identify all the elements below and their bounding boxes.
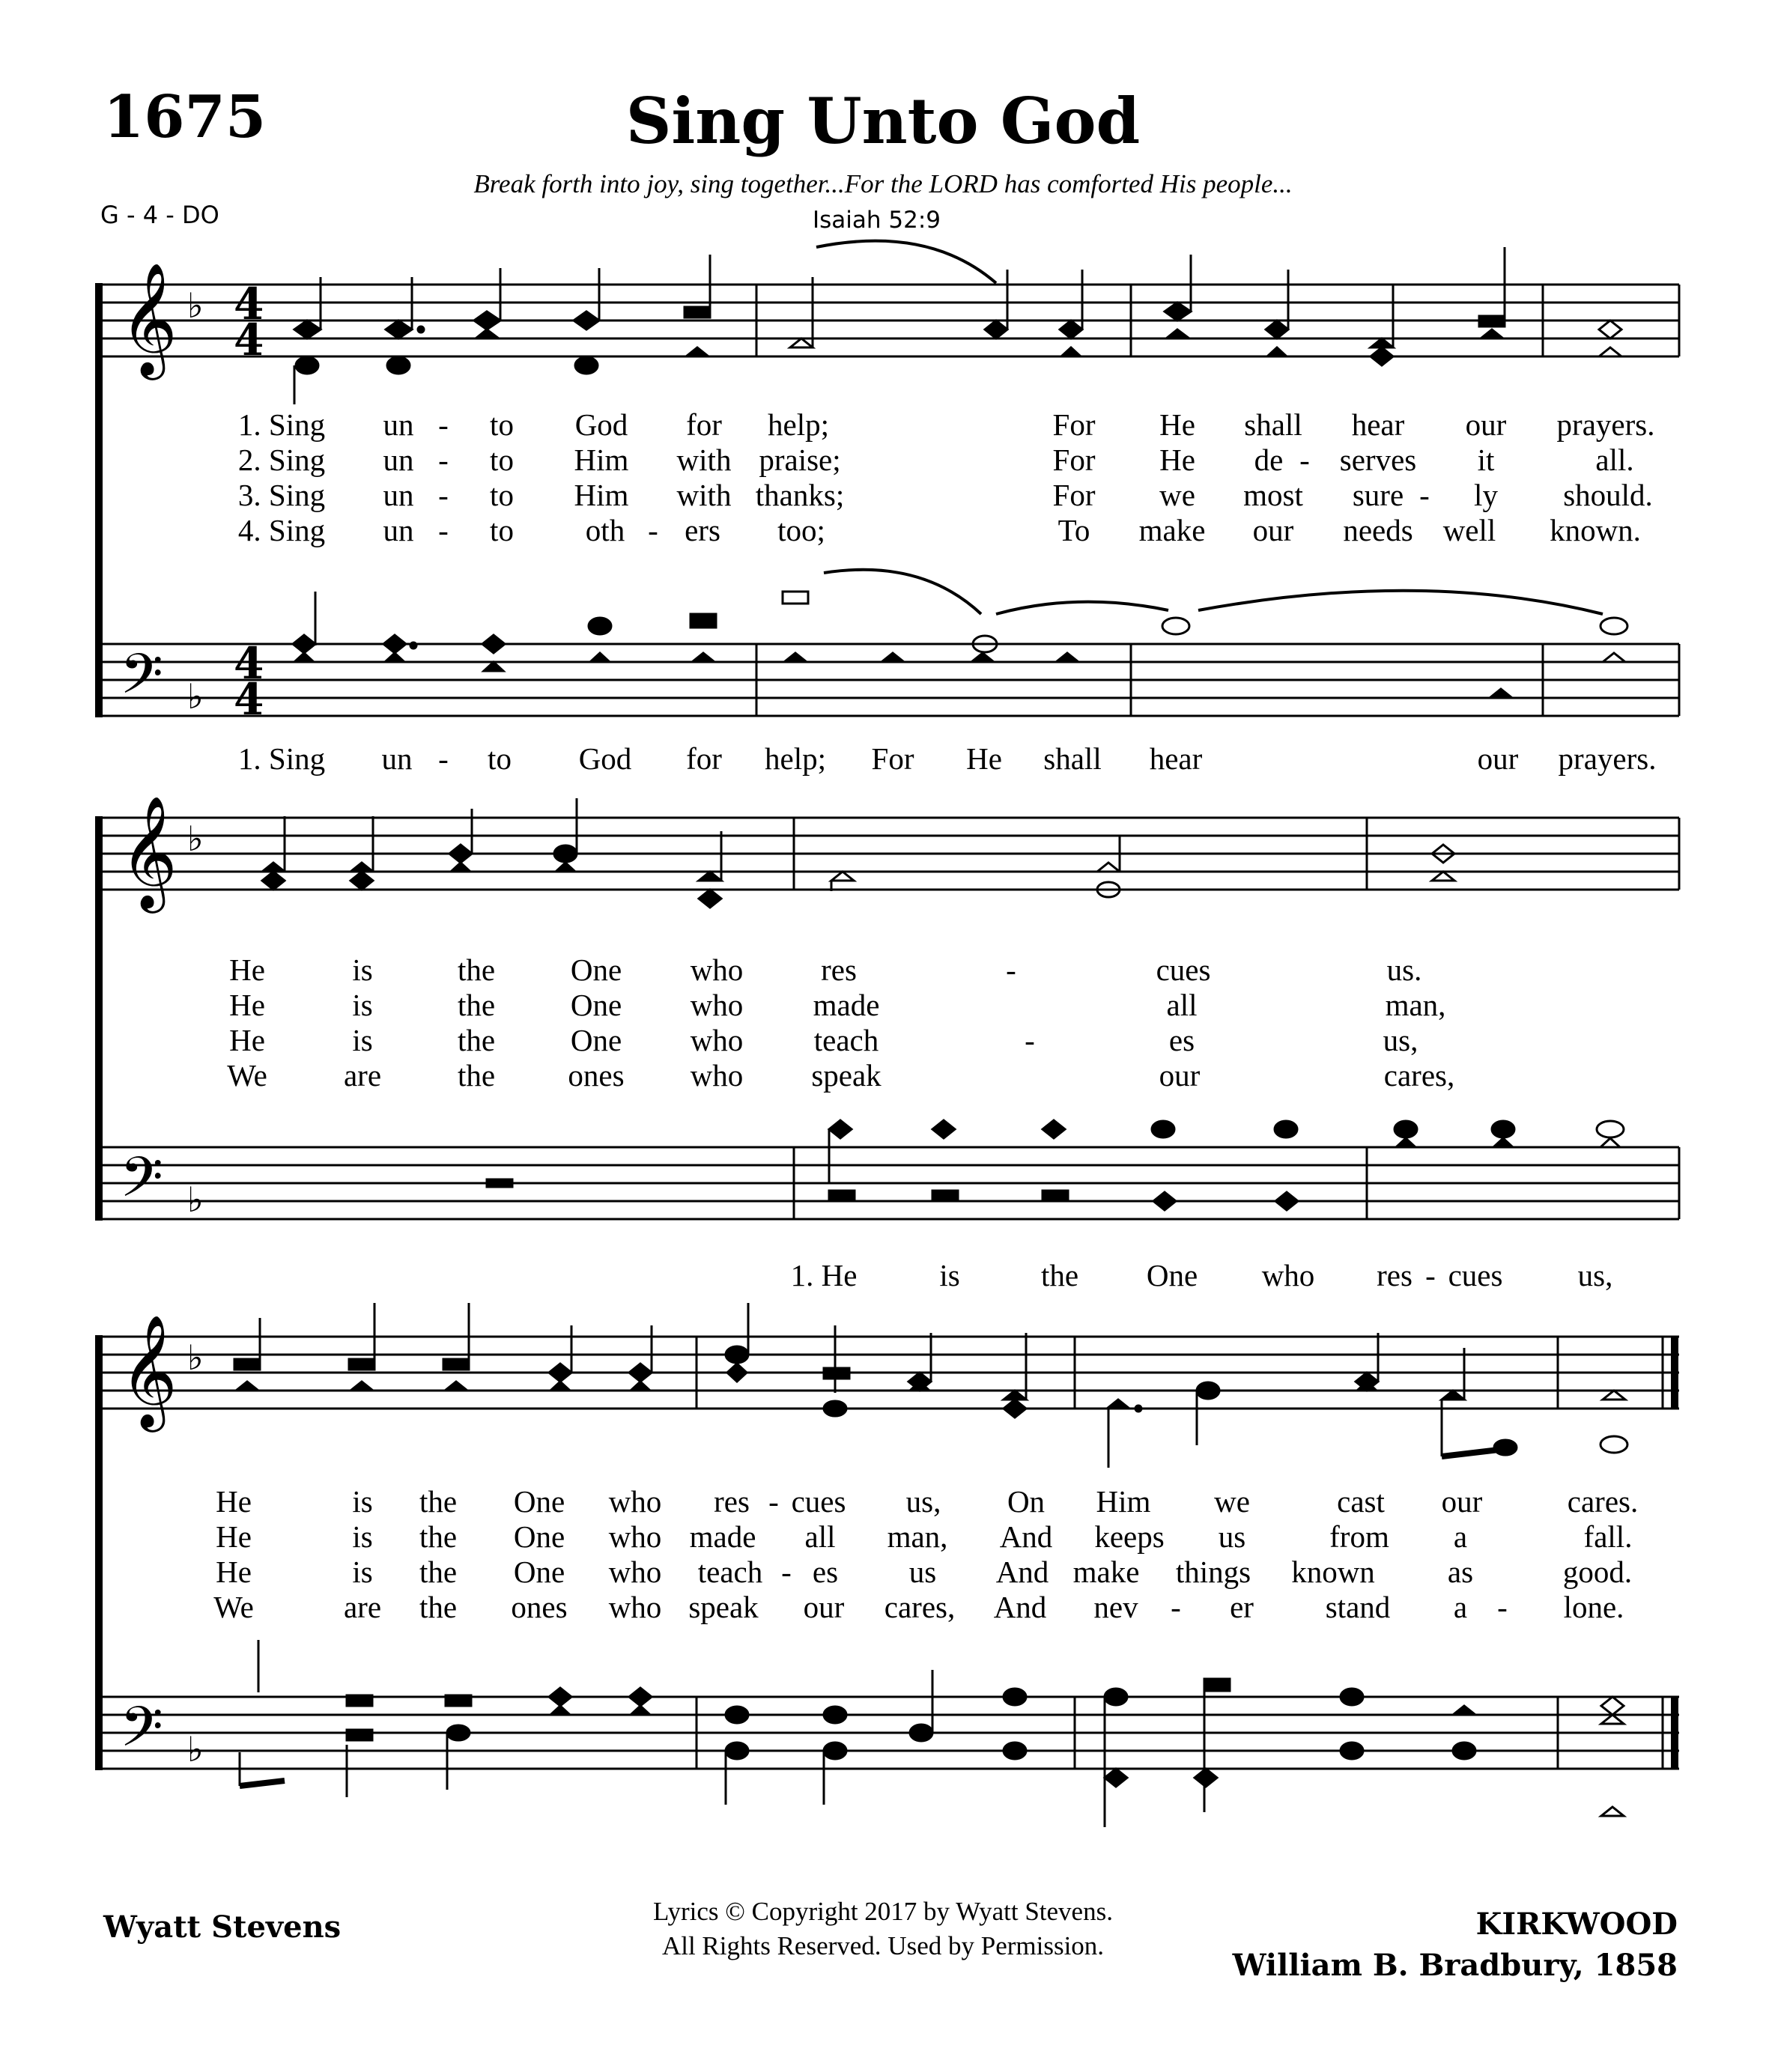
lyric-verse-4 <box>0 1590 1766 1624</box>
syllable: - <box>1497 1590 1508 1624</box>
syllable: God <box>578 741 632 776</box>
syllable: teach <box>813 1023 879 1057</box>
syllable: is <box>939 1258 960 1292</box>
syllable: the <box>419 1484 458 1519</box>
lyric-verse-4 <box>0 513 1766 547</box>
flat-icon: ♭ <box>187 1179 204 1220</box>
syllable: make <box>1072 1555 1140 1589</box>
syllable: One <box>513 1555 565 1589</box>
bass-clef-icon: 𝄢 <box>120 1145 163 1224</box>
syllable: 1. He <box>790 1258 858 1292</box>
lyricist-credit: Wyatt Stevens <box>103 1910 342 1945</box>
treble-notes-3 <box>234 1303 1627 1468</box>
syllable: our <box>1477 741 1519 776</box>
syllable: 1. Sing <box>237 741 326 776</box>
syllable: too; <box>777 513 825 547</box>
syllable: well <box>1442 513 1496 547</box>
syllable: stand <box>1325 1590 1391 1624</box>
syllable: the <box>457 988 496 1022</box>
lyric-verse-4 <box>0 1058 1766 1093</box>
syllable: man, <box>1385 988 1446 1022</box>
syllable: we <box>1159 478 1195 512</box>
syllable: - <box>768 1484 779 1519</box>
syllable: cues <box>791 1484 846 1519</box>
syllable: our <box>1441 1484 1483 1519</box>
treble-clef-icon: 𝄞 <box>120 795 177 908</box>
syllable: - <box>438 741 449 776</box>
syllable: is <box>352 988 373 1022</box>
syllable: serves <box>1339 443 1417 477</box>
syllable: Him <box>1096 1484 1151 1519</box>
syllable: We <box>227 1058 267 1093</box>
syllable: keeps <box>1094 1519 1165 1554</box>
syllable: is <box>352 1519 373 1554</box>
bass-staff-3 <box>97 1697 1679 1769</box>
syllable: - <box>1425 1258 1436 1292</box>
syllable: ers <box>685 513 720 547</box>
syllable: He <box>1159 443 1195 477</box>
syllable: - <box>1419 478 1430 512</box>
syllable: ones <box>568 1058 625 1093</box>
copyright-line-1: Lyrics © Copyright 2017 by Wyatt Stevens. <box>653 1897 1113 1926</box>
syllable: - <box>781 1555 792 1589</box>
syllable: sure <box>1352 478 1404 512</box>
syllable: One <box>513 1484 565 1519</box>
syllable: our <box>1252 513 1294 547</box>
syllable: res <box>1377 1258 1413 1292</box>
slur <box>824 570 981 614</box>
syllable: us, <box>1383 1023 1418 1057</box>
syllable: known <box>1291 1555 1375 1589</box>
syllable: who <box>608 1484 662 1519</box>
syllable: we <box>1214 1484 1250 1519</box>
treble-clef-icon: 𝄞 <box>120 1313 177 1427</box>
syllable: - <box>1025 1023 1035 1057</box>
syllable: with <box>676 443 732 477</box>
syllable: our <box>1465 407 1507 442</box>
flat-icon: ♭ <box>187 818 204 859</box>
syllable: make <box>1138 513 1206 547</box>
syllable: the <box>419 1590 458 1624</box>
syllable: the <box>457 1023 496 1057</box>
copyright-line-2: All Rights Reserved. Used by Permission. <box>661 1931 1105 1960</box>
syllable: who <box>608 1555 662 1589</box>
flat-icon: ♭ <box>187 676 204 717</box>
syllable: the <box>1040 1258 1079 1292</box>
syllable: 3. Sing <box>237 478 326 512</box>
bass-staff-2 <box>97 1147 1679 1219</box>
syllable: es <box>1168 1023 1195 1057</box>
syllable: On <box>1007 1484 1046 1519</box>
syllable: 2. Sing <box>237 443 326 477</box>
syllable: things <box>1175 1555 1251 1589</box>
syllable: ly <box>1474 478 1498 512</box>
syllable: man, <box>887 1519 948 1554</box>
syllable: to <box>488 741 512 776</box>
syllable: should. <box>1563 478 1653 512</box>
flat-icon: ♭ <box>187 285 204 326</box>
syllable: known. <box>1550 513 1641 547</box>
syllable: cues <box>1448 1258 1503 1292</box>
syllable: - <box>648 513 658 547</box>
syllable: the <box>419 1555 458 1589</box>
syllable: cues <box>1156 953 1211 987</box>
bass-clef-icon: 𝄢 <box>120 1695 163 1773</box>
lyric-verse-2 <box>0 1519 1766 1554</box>
syllable: un <box>381 741 413 776</box>
slur <box>996 602 1168 614</box>
syllable: us <box>1218 1519 1246 1554</box>
syllable: de <box>1254 443 1284 477</box>
syllable: oth <box>585 513 625 547</box>
syllable: all. <box>1595 443 1634 477</box>
syllable: One <box>570 953 622 987</box>
syllable: Him <box>574 478 629 512</box>
syllable: He <box>229 1023 265 1057</box>
syllable: He <box>216 1484 252 1519</box>
syllable: He <box>229 953 265 987</box>
syllable: who <box>608 1519 662 1554</box>
slur <box>816 241 996 283</box>
syllable: He <box>216 1519 252 1554</box>
syllable: us, <box>905 1484 941 1519</box>
syllable: is <box>352 1484 373 1519</box>
syllable: He <box>1159 407 1195 442</box>
treble-staff-1 <box>97 285 1679 356</box>
syllable: He <box>229 988 265 1022</box>
syllable: all <box>1166 988 1198 1022</box>
syllable: thanks; <box>755 478 845 512</box>
syllable: res <box>821 953 857 987</box>
composer: William B. Bradbury, 1858 <box>1232 1948 1678 1983</box>
syllable: shall <box>1043 741 1102 776</box>
syllable: One <box>1146 1258 1198 1292</box>
lyric-verse-1 <box>0 407 1766 442</box>
syllable: praise; <box>759 443 841 477</box>
time-sig-top: 4 <box>234 638 264 689</box>
lyric-verse-2 <box>0 988 1766 1022</box>
syllable: - <box>438 443 449 477</box>
epigraph: Break forth into joy, sing together...For the LORD has comforted His people... <box>473 169 1293 198</box>
tune-name: KIRKWOOD <box>1475 1907 1678 1942</box>
syllable: us, <box>1577 1258 1613 1292</box>
syllable: We <box>213 1590 254 1624</box>
syllable: the <box>419 1519 458 1554</box>
syllable: cares. <box>1567 1484 1639 1519</box>
syllable: un <box>383 407 414 442</box>
syllable: to <box>490 478 514 512</box>
syllable: shall <box>1244 407 1302 442</box>
syllable: un <box>383 513 414 547</box>
syllable: with <box>676 478 732 512</box>
syllable: for <box>686 407 722 442</box>
syllable: - <box>438 407 449 442</box>
syllable: es <box>812 1555 839 1589</box>
syllable: from <box>1329 1519 1389 1554</box>
syllable: For <box>1052 407 1096 442</box>
syllable: to <box>490 407 514 442</box>
syllable: to <box>490 443 514 477</box>
syllable: One <box>570 1023 622 1057</box>
flat-icon: ♭ <box>187 1337 204 1378</box>
syllable: is <box>352 953 373 987</box>
syllable: who <box>1261 1258 1315 1292</box>
syllable: to <box>490 513 514 547</box>
syllable: speak <box>811 1058 882 1093</box>
syllable: hear <box>1351 407 1405 442</box>
syllable: He <box>966 741 1002 776</box>
syllable: Him <box>574 443 629 477</box>
lyric-verse-1 <box>0 953 1766 987</box>
syllable: the <box>457 1058 496 1093</box>
syllable: One <box>570 988 622 1022</box>
time-sig-top: 4 <box>234 279 264 329</box>
syllable: who <box>690 1023 744 1057</box>
syllable: 4. Sing <box>237 513 326 547</box>
lyric-verse-1 <box>0 1484 1766 1519</box>
syllable: cares, <box>884 1590 956 1624</box>
time-sig-bottom: 4 <box>234 674 264 725</box>
syllable: a <box>1453 1519 1468 1554</box>
syllable: un <box>383 443 414 477</box>
lyric-verse-2 <box>0 443 1766 477</box>
syllable: is <box>352 1555 373 1589</box>
lyric-bass-1 <box>0 741 1766 776</box>
syllable: ones <box>511 1590 568 1624</box>
syllable: teach <box>697 1555 763 1589</box>
bass-staff-1 <box>97 644 1679 716</box>
syllable: 1. Sing <box>237 407 326 442</box>
syllable: hear <box>1149 741 1203 776</box>
syllable: all <box>804 1519 836 1554</box>
hymn-title: Sing Unto God <box>625 84 1141 158</box>
syllable: To <box>1058 513 1090 547</box>
lyric-verse-3 <box>0 1555 1766 1589</box>
syllable: our <box>803 1590 845 1624</box>
treble-clef-icon: 𝄞 <box>120 261 177 375</box>
syllable: er <box>1230 1590 1254 1624</box>
syllable: our <box>1159 1058 1201 1093</box>
treble-staff-2 <box>97 818 1679 890</box>
scripture-reference: Isaiah 52:9 <box>813 207 941 234</box>
syllable: us <box>908 1555 937 1589</box>
syllable: God <box>574 407 628 442</box>
syllable: res <box>714 1484 750 1519</box>
syllable: cast <box>1337 1484 1385 1519</box>
syllable: lone. <box>1563 1590 1624 1624</box>
syllable: prayers. <box>1556 407 1655 442</box>
lyric-bass-2 <box>0 1258 1766 1292</box>
lyric-verse-3 <box>0 478 1766 512</box>
key-info: G - 4 - DO <box>100 201 219 229</box>
syllable: And <box>995 1555 1049 1589</box>
lyric-verse-3 <box>0 1023 1766 1057</box>
syllable: us. <box>1386 953 1422 987</box>
time-sig-bottom: 4 <box>234 315 264 365</box>
tune-credit <box>1233 1907 1678 1983</box>
bass-clef-icon: 𝄢 <box>120 642 163 720</box>
tie <box>1198 591 1603 614</box>
syllable: un <box>383 478 414 512</box>
syllable: made <box>813 988 880 1022</box>
syllable: - <box>438 513 449 547</box>
syllable: as <box>1447 1555 1474 1589</box>
syllable: nev <box>1093 1590 1138 1624</box>
syllable: who <box>690 953 744 987</box>
flat-icon: ♭ <box>187 1729 204 1769</box>
syllable: For <box>871 741 914 776</box>
syllable: who <box>690 988 744 1022</box>
syllable: fall. <box>1583 1519 1633 1554</box>
treble-staff-3 <box>97 1337 1679 1409</box>
syllable: And <box>993 1590 1047 1624</box>
syllable: who <box>690 1058 744 1093</box>
syllable: He <box>216 1555 252 1589</box>
syllable: - <box>1171 1590 1181 1624</box>
syllable: help; <box>768 407 829 442</box>
syllable: One <box>513 1519 565 1554</box>
hymn-number: 1675 <box>103 83 267 151</box>
syllable: For <box>1052 478 1096 512</box>
syllable: For <box>1052 443 1096 477</box>
syllable: prayers. <box>1558 741 1657 776</box>
syllable: made <box>689 1519 756 1554</box>
syllable: most <box>1243 478 1303 512</box>
syllable: are <box>343 1590 382 1624</box>
syllable: - <box>1006 953 1016 987</box>
syllable: cares, <box>1383 1058 1455 1093</box>
syllable: - <box>1299 443 1310 477</box>
syllable: a <box>1453 1590 1468 1624</box>
syllable: is <box>352 1023 373 1057</box>
syllable: the <box>457 953 496 987</box>
syllable: for <box>686 741 722 776</box>
syllable: needs <box>1343 513 1413 547</box>
syllable: good. <box>1562 1555 1633 1589</box>
syllable: are <box>343 1058 382 1093</box>
syllable: who <box>608 1590 662 1624</box>
syllable: speak <box>688 1590 759 1624</box>
syllable: And <box>999 1519 1053 1554</box>
syllable: - <box>438 478 449 512</box>
syllable: help; <box>765 741 826 776</box>
treble-notes-1 <box>294 247 1621 404</box>
syllable: it <box>1477 443 1495 477</box>
